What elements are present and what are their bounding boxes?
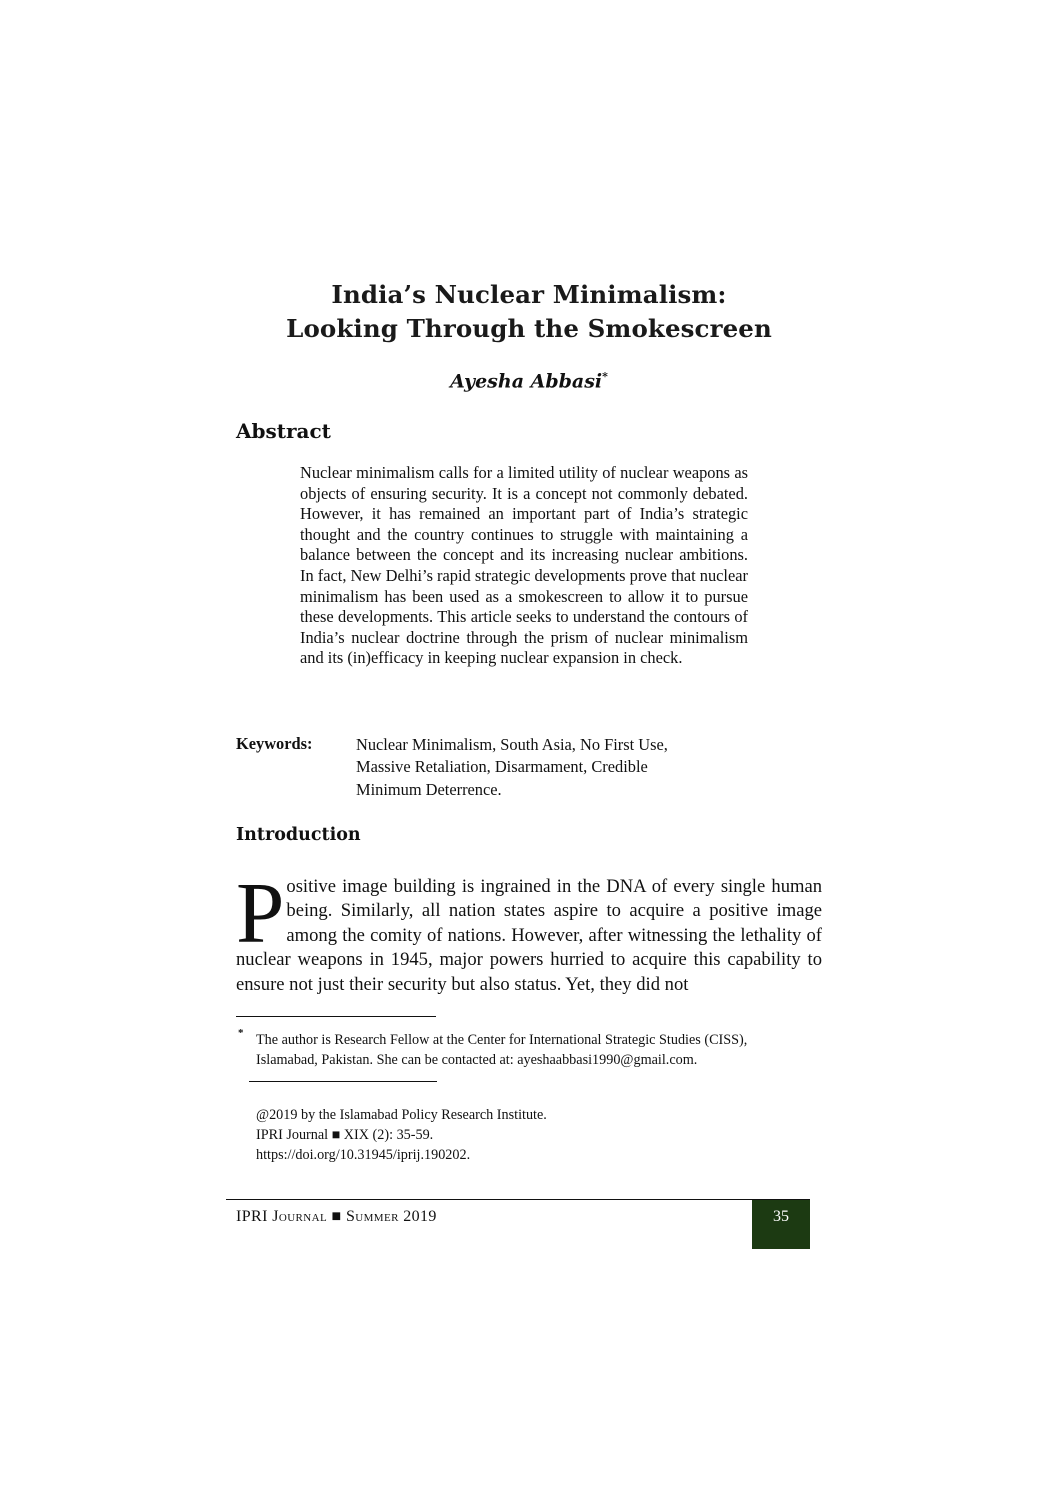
abstract-text: Nuclear minimalism calls for a limited utility of nuclear weapons as objects of ensuring security. It is a concept not commonly debated. However, it has remained an important part of India’s strategic thought and the country continues to struggle with maintaining a balance between the concept and its increasing nuclear ambitions. In fact, New Delhi’s rapid strategic developments prove that nuclear minimalism has been used as a smokescreen to allow it to pursue these developments. This article seeks to understand the contours of India’s nuclear doctrine through the prism of nuclear minimalism and its (in)efficacy in keeping nuclear expansion in check. xyxy=(300,463,748,668)
journal-issue-line: IPRI Journal ■ XIX (2): 35-59. xyxy=(256,1127,434,1143)
keywords-line-3: Minimum Deterrence. xyxy=(356,779,502,799)
author-name-text: Ayesha Abbasi xyxy=(450,370,603,393)
copyright-line: @2019 by the Islamabad Policy Research Institute. xyxy=(256,1107,547,1123)
page-number: 35 xyxy=(773,1208,789,1225)
doi-line: https://doi.org/10.31945/iprij.190202. xyxy=(256,1147,471,1163)
title-line-1: India’s Nuclear Minimalism: xyxy=(331,280,727,309)
keywords-list xyxy=(356,734,701,801)
article-title xyxy=(236,278,822,346)
introduction-heading: Introduction xyxy=(236,825,361,845)
citation-separator xyxy=(249,1081,437,1082)
drop-cap: P xyxy=(236,864,285,961)
author-name xyxy=(236,370,822,392)
introduction-paragraph xyxy=(236,864,822,997)
abstract-heading: Abstract xyxy=(236,419,331,443)
introduction-text: ositive image building is ingrained in the DNA of every single human being. Similarly, all nation states aspire to acquire a positive image among the comity of nations. However, after witnessing the lethality of nuclear weapons in 1945, major powers hurried to acquire this capability to ensure not just their security but also status. Yet, they did not xyxy=(236,876,822,995)
citation-block xyxy=(256,1105,547,1165)
footnote-marker: * xyxy=(238,1027,244,1039)
keywords-label: Keywords: xyxy=(236,734,313,753)
footnote-line-1: The author is Research Fellow at the Center for International Strategic Studies (CISS), xyxy=(256,1032,748,1048)
footnote-line-2: Islamabad, Pakistan. She can be contacted at: ayeshaabbasi1990@gmail.com. xyxy=(256,1052,698,1068)
running-footer: IPRI Journal ■ Summer 2019 xyxy=(236,1208,437,1225)
page-number-box xyxy=(752,1200,810,1249)
keywords-line-2: Massive Retaliation, Disarmament, Credible xyxy=(356,757,648,777)
footer-rule xyxy=(226,1199,810,1200)
title-line-2: Looking Through the Smokescreen xyxy=(286,314,772,343)
author-footnote-marker: * xyxy=(602,370,608,383)
footnote-separator xyxy=(236,1016,436,1017)
author-footnote xyxy=(256,1030,821,1070)
keywords-line-1: Nuclear Minimalism, South Asia, No First Use, xyxy=(356,735,668,754)
